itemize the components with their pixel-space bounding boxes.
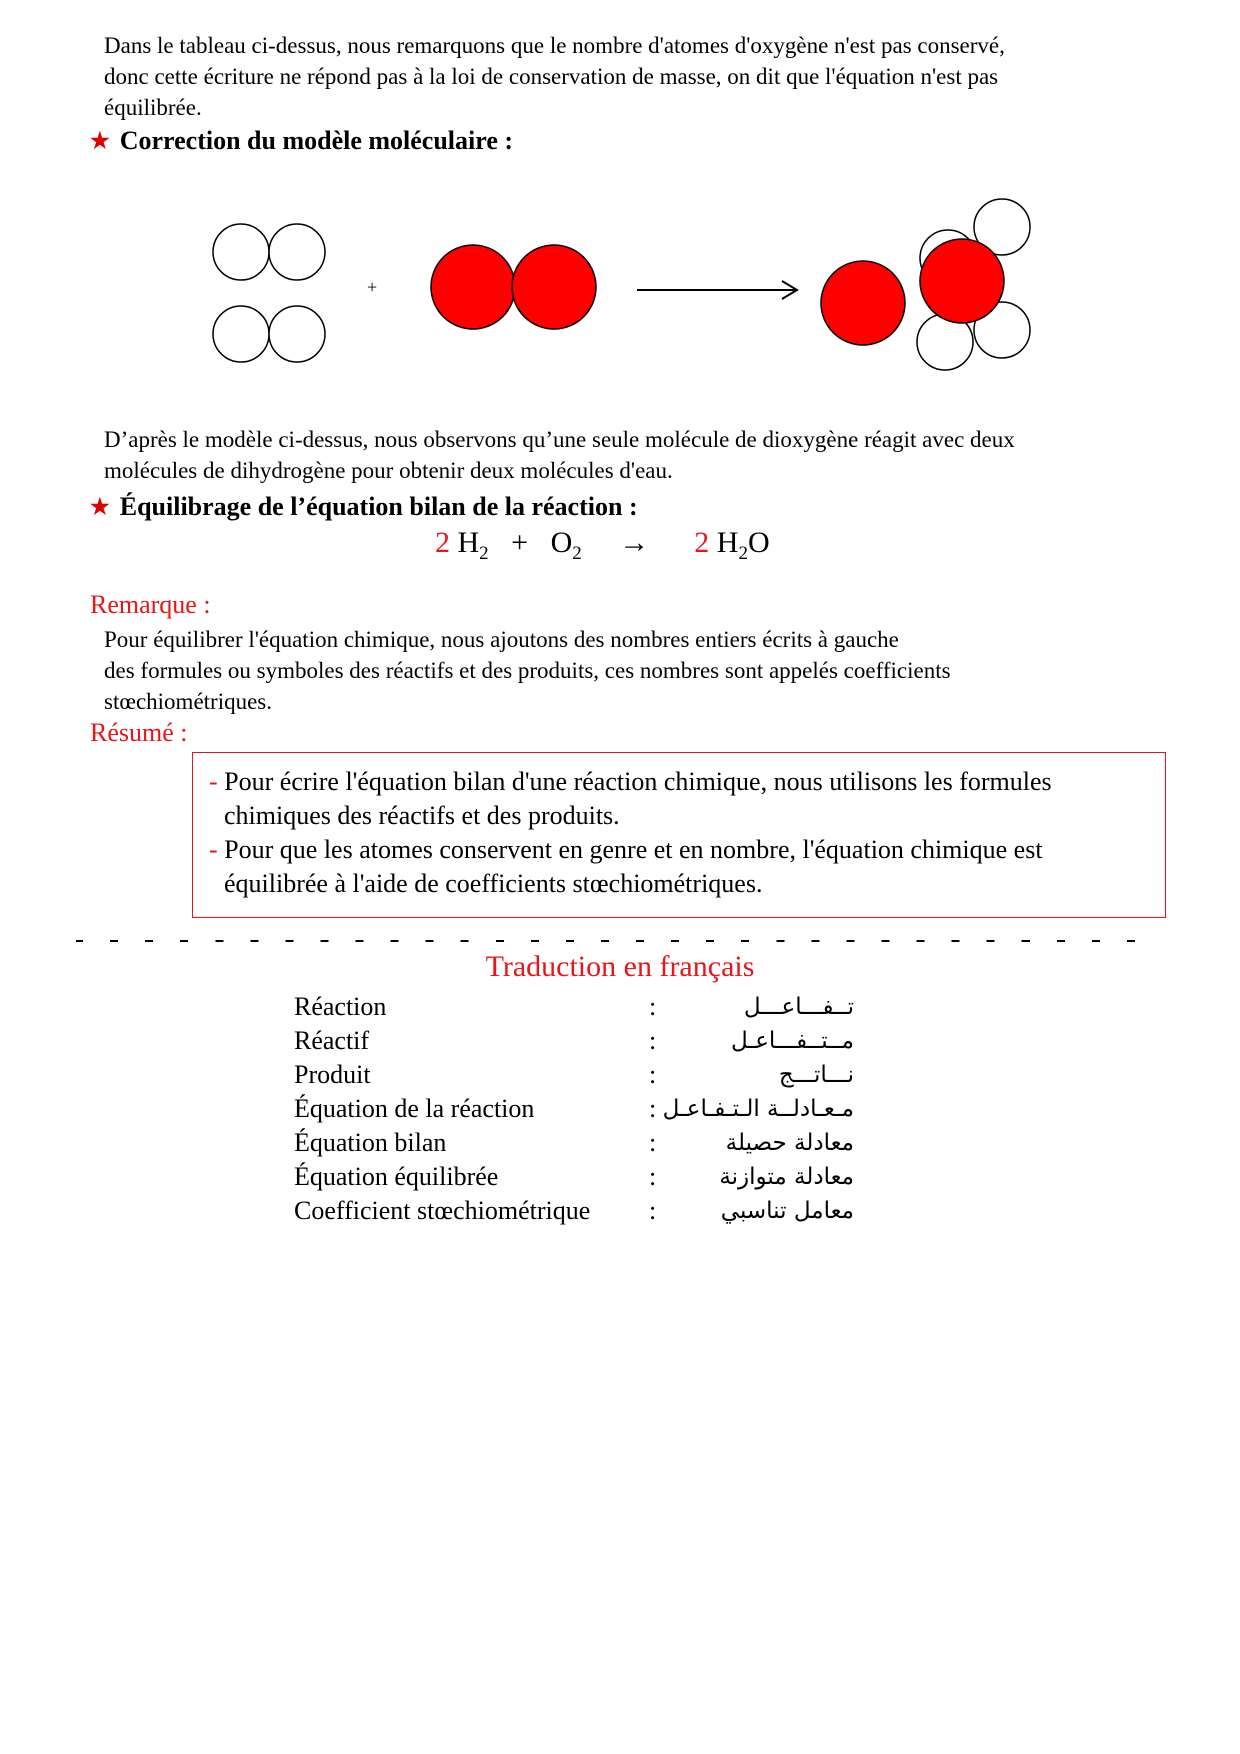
remark-line: stœchiométriques. — [104, 689, 272, 714]
arabic-term: معادلة متوازنة — [719, 1164, 854, 1190]
section-heading-balancing — [90, 490, 638, 524]
remark-title: Remarque : — [90, 590, 211, 619]
separator: : — [649, 1094, 657, 1123]
arrow-icon: → — [619, 526, 650, 559]
observation-line: D’après le modèle ci-dessus, nous observons qu’une seule molécule de dioxygène réagit avec deux — [104, 427, 1015, 452]
separator: : — [649, 1162, 657, 1191]
intro-line: équilibrée. — [104, 95, 202, 120]
star-icon: ★ — [90, 128, 110, 153]
french-term: Équation bilan — [294, 1128, 447, 1157]
section-heading-text: Correction du modèle moléculaire : — [119, 126, 514, 155]
oxygen-atom — [431, 245, 515, 329]
oxygen-atom — [920, 239, 1004, 323]
intro-line: donc cette écriture ne répond pas à la loi de conservation de masse, on dit que l'équation n'est pas — [104, 64, 999, 89]
arabic-term: نـــاتـــج — [778, 1062, 854, 1088]
hydrogen-atom — [213, 224, 269, 280]
arabic-term: تــفـــاعـــل — [743, 994, 854, 1020]
coefficient: 2 — [435, 526, 450, 559]
observation-paragraph — [104, 424, 1224, 486]
coefficient: 2 — [694, 526, 710, 559]
translation-row — [294, 1092, 854, 1126]
translation-title: Traduction en français — [485, 950, 755, 983]
translation-row — [294, 1126, 854, 1160]
section-heading-text: Équilibrage de l’équation bilan de la réaction : — [119, 492, 638, 521]
separator: : — [649, 1060, 657, 1089]
section-divider — [76, 940, 1162, 942]
translation-row — [294, 1058, 854, 1092]
reactant-formula: $H_2$ — [457, 526, 489, 564]
hydrogen-molecule — [213, 306, 325, 362]
plus-sign: + — [511, 526, 529, 559]
separator: : — [649, 992, 657, 1021]
summary-box — [192, 752, 1166, 918]
translation-table — [294, 990, 854, 1228]
remark-line: Pour équilibrer l'équation chimique, nous ajoutons des nombres entiers écrits à gauche — [104, 627, 899, 652]
hydrogen-atom — [269, 224, 325, 280]
oxygen-atom — [821, 261, 905, 345]
remark-line: des formules ou symboles des réactifs et des produits, ces nombres sont appelés coefficients — [104, 658, 951, 683]
summary-item: - Pour que les atomes conservent en genre et en nombre, l'équation chimique est — [209, 835, 1043, 864]
reaction-arrow-icon — [637, 281, 797, 299]
separator: : — [649, 1128, 657, 1157]
intro-paragraph — [104, 30, 1204, 123]
summary-item-continuation: chimiques des réactifs et des produits. — [224, 801, 620, 830]
star-icon: ★ — [90, 494, 110, 519]
plus-sign: + — [367, 277, 378, 297]
arabic-term: مـعـادلــة الـتـفـاعـل — [662, 1096, 854, 1122]
french-term: Produit — [294, 1060, 371, 1089]
section-heading-model — [90, 124, 513, 158]
french-term: Coefficient stœchiométrique — [294, 1196, 591, 1225]
arabic-term: مــتــفـــاعـل — [731, 1028, 854, 1054]
reactant-formula: $O_2$ — [550, 526, 582, 564]
summary-item: - Pour écrire l'équation bilan d'une réaction chimique, nous utilisons les formules — [209, 767, 1052, 796]
french-term: Réactif — [294, 1026, 370, 1055]
french-term: Réaction — [294, 992, 387, 1021]
hydrogen-atom — [213, 306, 269, 362]
translation-row — [294, 990, 854, 1024]
observation-line: molécules de dihydrogène pour obtenir deux molécules d'eau. — [104, 458, 673, 483]
remark-paragraph — [104, 624, 1204, 717]
hydrogen-atom — [269, 306, 325, 362]
intro-line: Dans le tableau ci-dessus, nous remarquons que le nombre d'atomes d'oxygène n'est pas conservé, — [104, 33, 1005, 58]
summary-title: Résumé : — [90, 718, 188, 747]
product-formula: $H_2O$ — [716, 526, 770, 564]
translation-row — [294, 1194, 854, 1228]
french-term: Équation de la réaction — [294, 1094, 535, 1123]
oxygen-atom — [512, 245, 596, 329]
arabic-term: معامل تناسبي — [720, 1198, 854, 1224]
oxygen-molecule — [431, 245, 596, 329]
balanced-equation — [435, 526, 770, 565]
separator: : — [649, 1026, 657, 1055]
molecular-model-diagram — [180, 180, 1100, 380]
separator: : — [649, 1196, 657, 1225]
hydrogen-molecule — [213, 224, 325, 280]
arabic-term: معادلة حصيلة — [725, 1130, 854, 1156]
summary-item-continuation: équilibrée à l'aide de coefficients stœchiométriques. — [224, 869, 763, 898]
translation-row — [294, 1160, 854, 1194]
translation-row — [294, 1024, 854, 1058]
french-term: Équation équilibrée — [294, 1162, 499, 1191]
